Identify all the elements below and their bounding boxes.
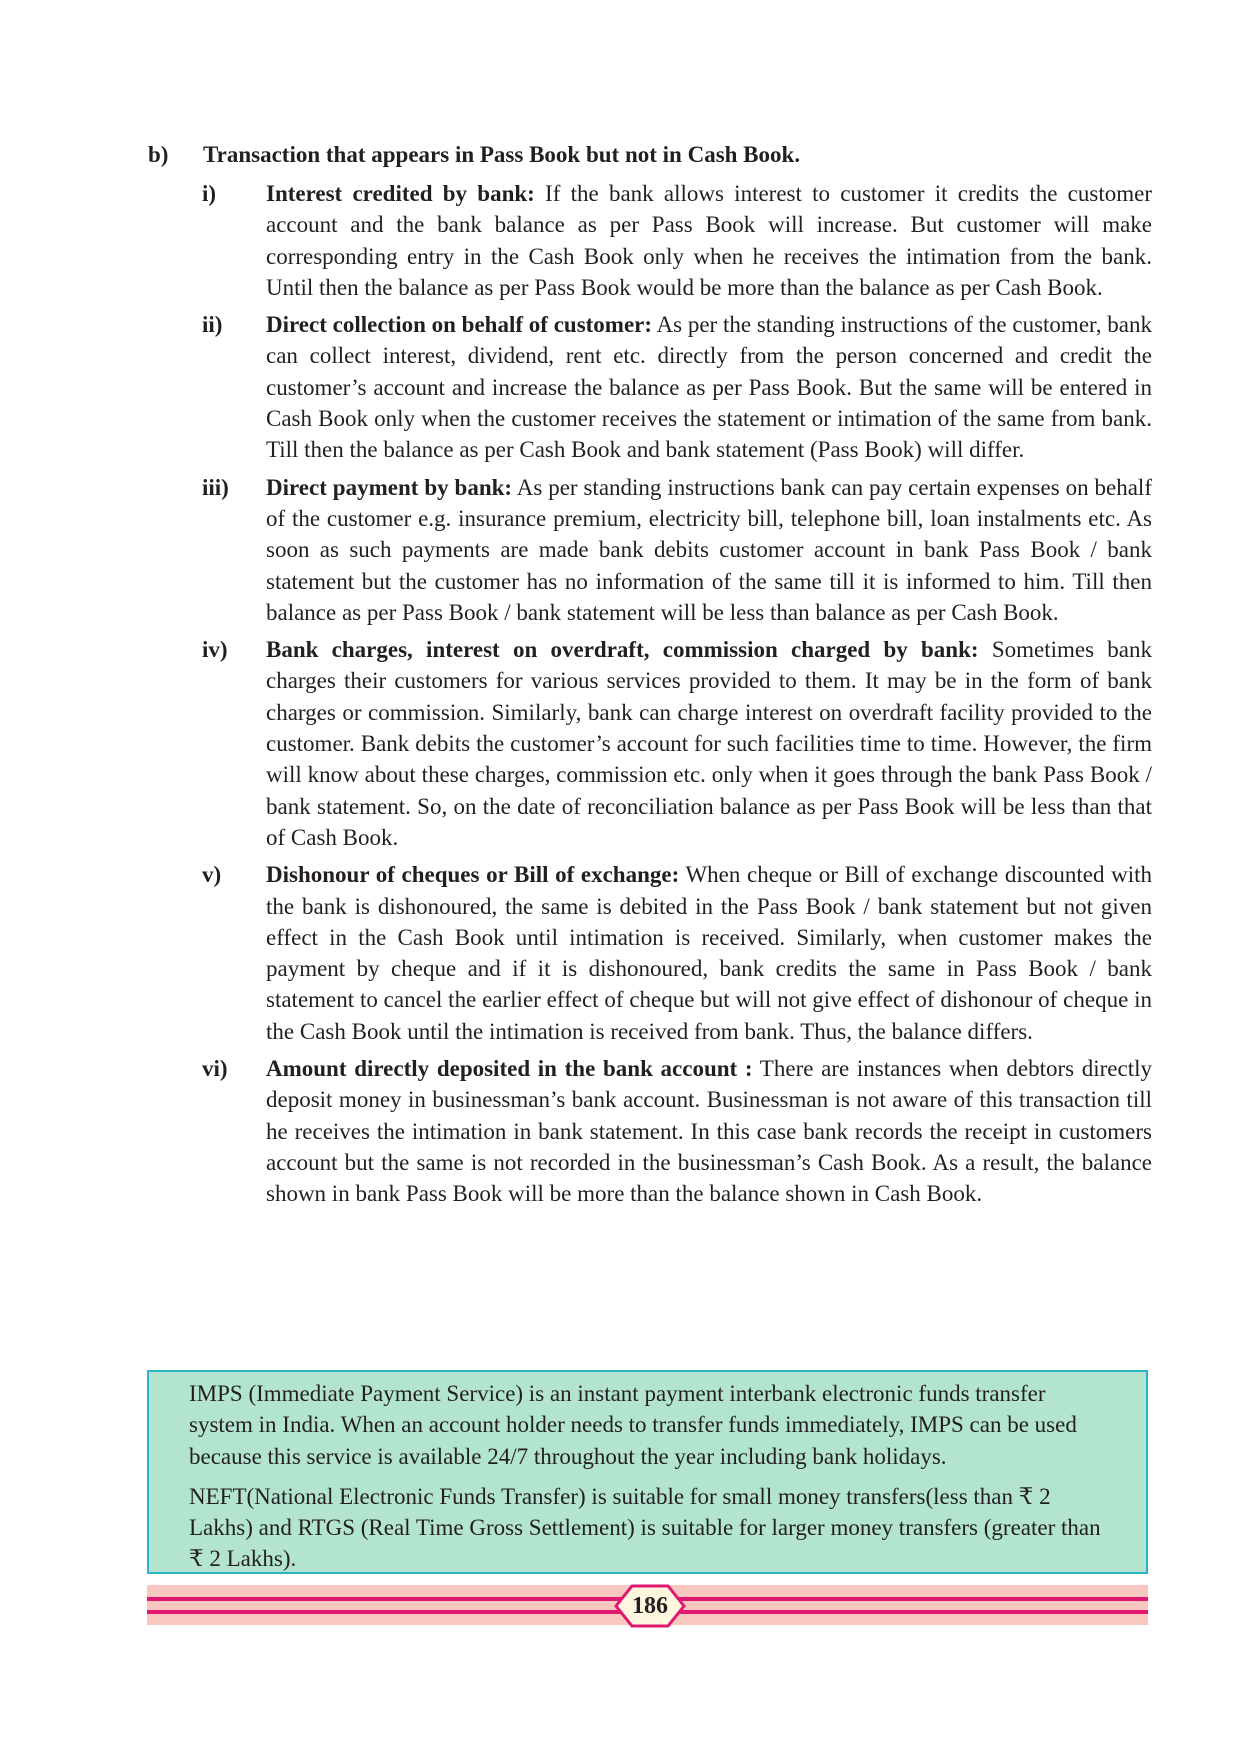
item-lead: Dishonour of cheques or Bill of exchange: [266, 862, 680, 888]
item-number: v) [202, 862, 222, 888]
page-number-badge [612, 1584, 688, 1628]
section-heading: Transaction that appears in Pass Book but not in Cash Book. [203, 142, 801, 167]
info-paragraph-neft-rtgs: NEFT(National Electronic Funds Transfer) is suitable for small money transfers(less than ₹ 2 Lakhs) and RTGS (Real Time Gross Settlement) is suitable for larger money transfers (greater than ₹ 2 Lakhs). [189, 1483, 1101, 1572]
page-number: 186 [632, 1593, 668, 1619]
list-item [202, 472, 1152, 628]
item-text: As per standing instructions bank can pay certain expenses on behalf of the customer e.g. insurance premium, electricity bill, telephone bill, loan instalments etc. As soon as such payments are made bank debits customer account in bank Pass Book / bank statement but the customer has no information of the same till it is informed to him. Till then balance as per Pass Book / bank statement will be less than balance as per Cash Book. [266, 474, 1152, 625]
item-lead: Direct payment by bank: [266, 474, 513, 500]
item-lead: Direct collection on behalf of customer: [266, 312, 653, 338]
list-item [202, 309, 1152, 465]
list-item [202, 859, 1152, 1047]
list-item [202, 178, 1152, 303]
item-number: vi) [202, 1056, 228, 1082]
section-marker: b) [148, 142, 169, 167]
item-number: iv) [202, 637, 228, 663]
item-text: When cheque or Bill of exchange discounted with the bank is dishonoured, the same is debited in the Pass Book / bank statement but not given effect in the Cash Book until intimation is received. Similarly, when customer makes the payment by cheque and if it is dishonoured, bank credits the same in Pass Book / bank statement to cancel the earlier effect of cheque but will not give effect of dishonour of cheque in the Cash Book until the intimation is received from bank. Thus, the balance differs. [266, 862, 1152, 1044]
item-text: If the bank allows interest to customer it credits the customer account and the bank balance as per Pass Book will increase. But customer will make corresponding entry in the Cash Book only when he receives the intimation from the bank. Until then the balance as per Pass Book would be more than the balance as per Cash Book. [266, 181, 1152, 300]
item-number: i) [202, 181, 217, 206]
info-paragraph-imps: IMPS (Immediate Payment Service) is an instant payment interbank electronic funds transfer system in India. When an account holder needs to transfer funds immediately, IMPS can be used because this service is available 24/7 throughout the year including bank holidays. [189, 1381, 1077, 1469]
list-item [202, 634, 1152, 853]
item-text: Sometimes bank charges their customers for various services provided to them. It may be in the form of bank charges or commission. Similarly, bank can charge interest on overdraft facility provided to the customer. Bank debits the customer’s account for such facilities time to time. However, the firm will know about these charges, commission etc. only when it goes through the bank Pass Book / bank statement. So, on the date of reconciliation balance as per Pass Book will be less than that of Cash Book. [266, 637, 1153, 850]
item-number: iii) [202, 474, 229, 500]
item-lead: Bank charges, interest on overdraft, commission charged by bank: [266, 637, 979, 663]
item-text: As per the standing instructions of the customer, bank can collect interest, dividend, rent etc. directly from the person concerned and credit the customer’s account and increase the balance as per Pass Book. But the same will be entered in Cash Book only when the customer receives the statement or intimation of the same from bank. Till then the balance as per Cash Book and bank statement (Pass Book) will differ. [266, 312, 1152, 463]
item-text: There are instances when debtors directly deposit money in businessman’s bank account. Businessman is not aware of this transaction till he receives the intimation in bank statement. In this case bank records the receipt in customers account but the same is not recorded in the businessman’s Cash Book. As a result, the balance shown in bank Pass Book will be more than the balance shown in Cash Book. [266, 1056, 1152, 1207]
item-lead: Interest credited by bank: [266, 181, 535, 206]
info-box [147, 1370, 1148, 1574]
item-number: ii) [202, 312, 223, 338]
item-list [202, 178, 1152, 1216]
item-lead: Amount directly deposited in the bank account : [266, 1056, 753, 1082]
list-item [202, 1053, 1152, 1209]
